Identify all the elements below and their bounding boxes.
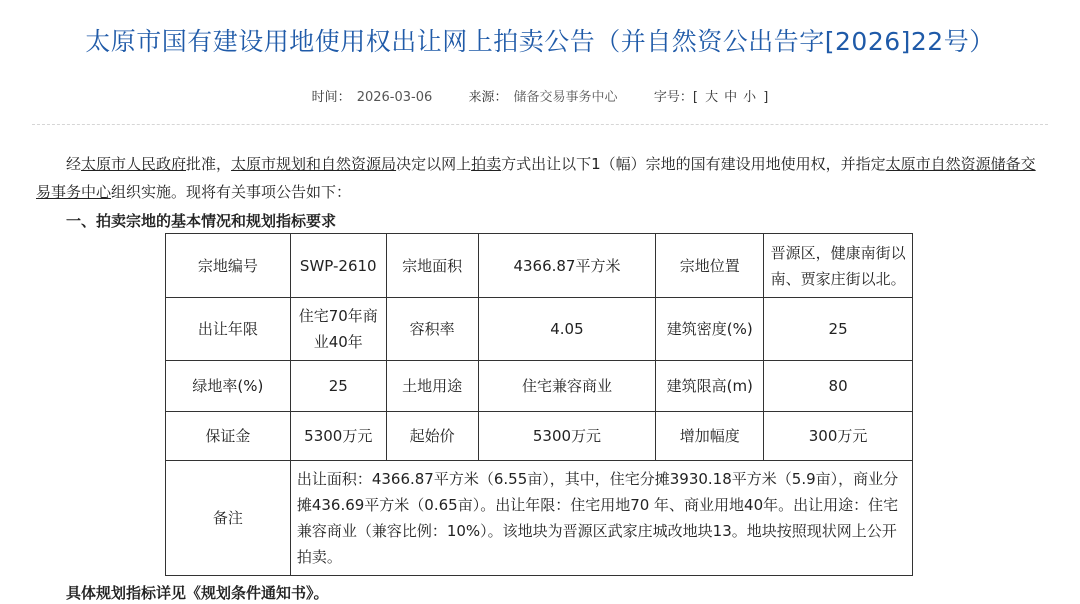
table-cell: 保证金 xyxy=(166,412,291,461)
time-value: 2026-03-06 xyxy=(356,90,433,105)
table-row xyxy=(166,361,913,412)
divider xyxy=(32,124,1048,125)
table-cell: 25 xyxy=(290,361,386,412)
link-auction[interactable]: 拍卖 xyxy=(471,155,502,173)
table-cell: 建筑限高(m) xyxy=(656,361,764,412)
table-row xyxy=(166,298,913,361)
table-cell: 绿地率(%) xyxy=(166,361,291,412)
table-row xyxy=(166,412,913,461)
source-label: 来源： xyxy=(468,90,508,105)
table-row xyxy=(166,234,913,298)
intro-paragraph xyxy=(36,150,1044,206)
table-cell: 25 xyxy=(764,298,913,361)
table-cell: 晋源区，健康南街以南、贾家庄街以北。 xyxy=(764,234,913,298)
intro-text-3: 决定以网上 xyxy=(396,155,472,173)
fontsize-large-button[interactable]: 大 xyxy=(705,90,719,105)
table-cell: 300万元 xyxy=(764,412,913,461)
intro-text-5: 组织实施。现将有关事项公告如下： xyxy=(111,183,352,201)
table-cell: 80 xyxy=(764,361,913,412)
table-cell: 5300万元 xyxy=(478,412,656,461)
table-cell: 4.05 xyxy=(478,298,656,361)
table-cell: 土地用途 xyxy=(386,361,478,412)
intro-text-2: 批准， xyxy=(186,155,232,173)
article-meta xyxy=(0,86,1080,105)
page-title: 太原市国有建设用地使用权出让网上拍卖公告（并自然资公出告字[2026]22号） xyxy=(85,27,995,56)
table-cell: 住宅兼容商业 xyxy=(478,361,656,412)
table-cell: 住宅70年商业40年 xyxy=(290,298,386,361)
intro-text-4: 方式出让以下1（幅）宗地的国有建设用地使用权，并指定 xyxy=(501,155,886,173)
table-cell: 建筑密度(%) xyxy=(656,298,764,361)
remark-cell: 出让面积：4366.87平方米（6.55亩），其中，住宅分摊3930.18平方米（5.9亩），商业分摊436.69平方米（0.65亩）。出让年限：住宅用地70 年、商业用地40年。出让用途：住宅兼容商业（兼容比例：10%）。该地块为晋源区武家庄城改地块13。地块按照现状网上公开拍卖。 xyxy=(290,461,912,576)
link-reserve-center[interactable]: 太原市自然资源储备交易事务中心 xyxy=(36,155,1036,201)
table-cell: 4366.87平方米 xyxy=(478,234,656,298)
table-cell: 备注 xyxy=(166,461,291,576)
section-title: 一、拍卖宗地的基本情况和规划指标要求 xyxy=(66,212,337,230)
link-taiyuan-government[interactable]: 太原市人民政府 xyxy=(81,155,187,173)
table-row xyxy=(166,461,913,576)
time-label: 时间： xyxy=(311,90,351,105)
fontsize-label: 字号：[ xyxy=(653,90,698,105)
fontsize-medium-button[interactable]: 中 xyxy=(724,90,738,105)
table-cell: 容积率 xyxy=(386,298,478,361)
link-planning-bureau[interactable]: 太原市规划和自然资源局 xyxy=(231,155,397,173)
land-info-table xyxy=(165,233,913,576)
table-cell: 出让年限 xyxy=(166,298,291,361)
source-value: 储备交易事务中心 xyxy=(513,90,618,105)
table-cell: SWP-2610 xyxy=(290,234,386,298)
fontsize-end: ] xyxy=(763,90,769,105)
table-cell: 宗地面积 xyxy=(386,234,478,298)
table-cell: 起始价 xyxy=(386,412,478,461)
table-cell: 5300万元 xyxy=(290,412,386,461)
table-cell: 增加幅度 xyxy=(656,412,764,461)
fontsize-small-button[interactable]: 小 xyxy=(743,90,757,105)
table-cell: 宗地编号 xyxy=(166,234,291,298)
footer-note: 具体规划指标详见《规划条件通知书》。 xyxy=(66,584,329,602)
table-cell: 宗地位置 xyxy=(656,234,764,298)
intro-text-1: 经 xyxy=(66,155,82,173)
